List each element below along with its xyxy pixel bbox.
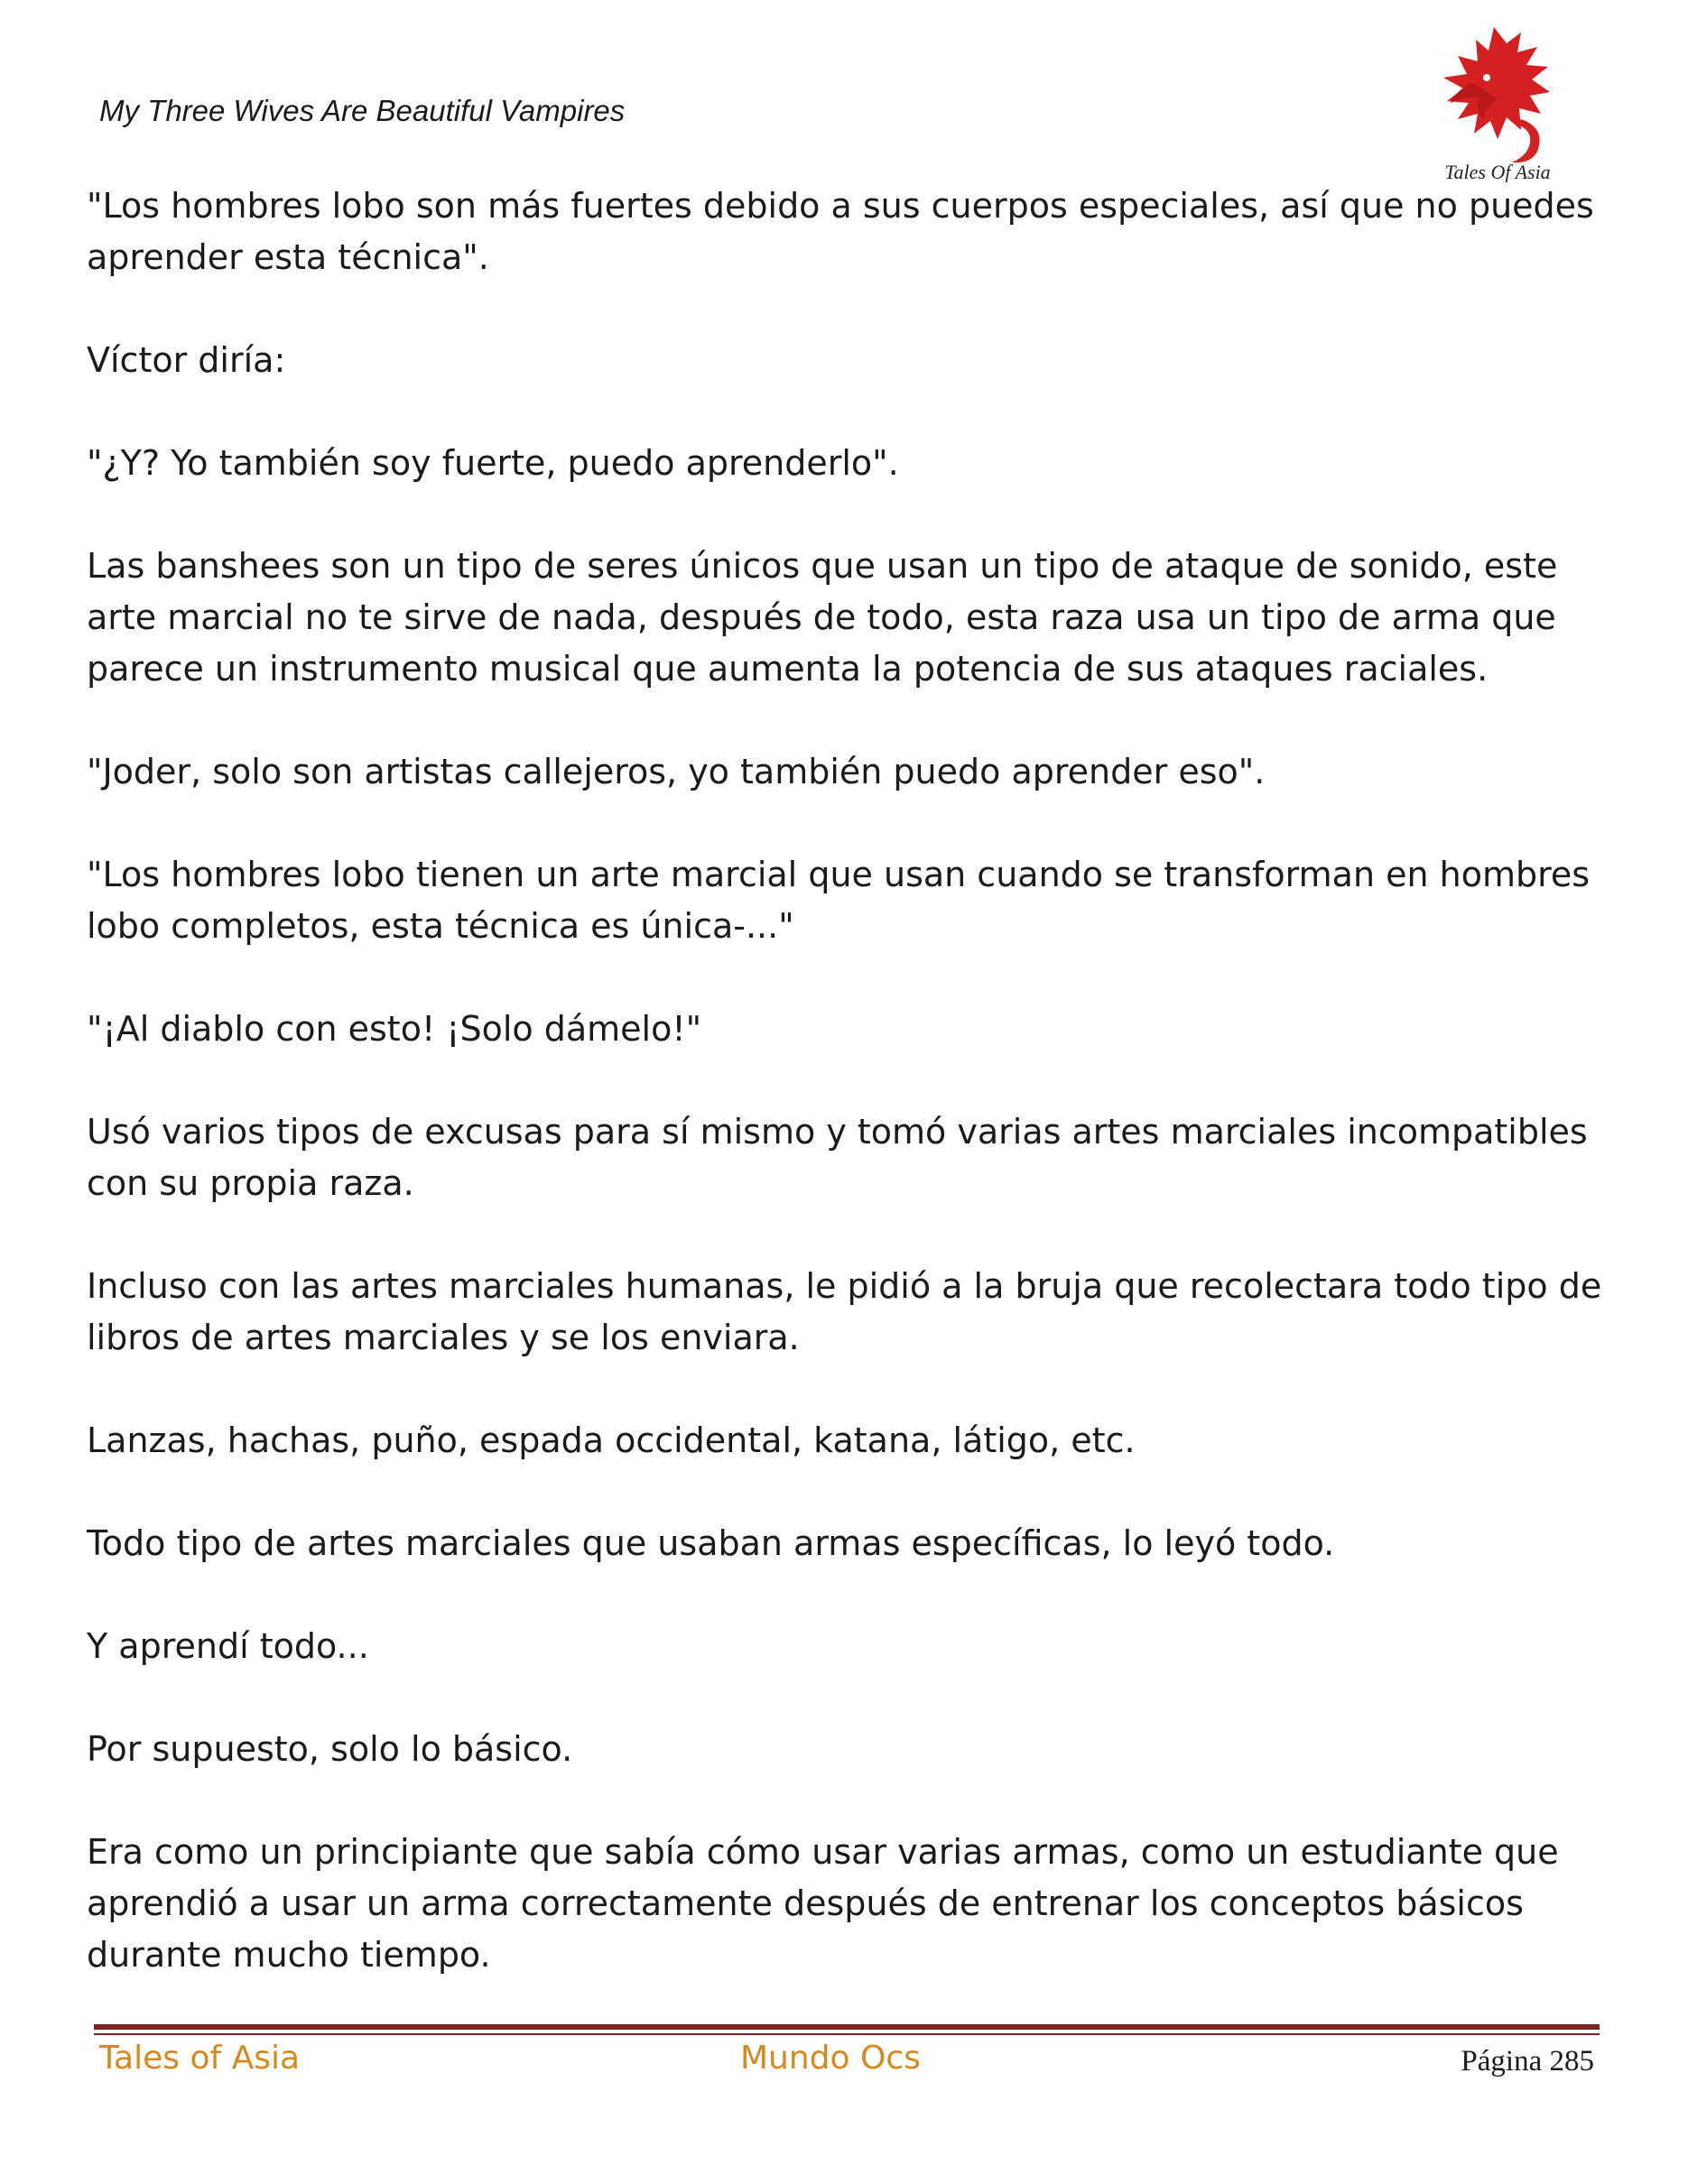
paragraph: "Joder, solo son artistas callejeros, yo también puedo aprender eso". — [87, 752, 1266, 791]
paragraph: Las banshees son un tipo de seres únicos que usan un tipo de ataque de sonido, este arte marcial no te sirve de nada, después de todo, esta raza usa un tipo de arma que parece un instrumento musical que aumenta la potencia de sus ataques raciales. — [87, 546, 1558, 689]
footer-divider-thin — [94, 2033, 1600, 2035]
running-title: My Three Wives Are Beautiful Vampires — [99, 94, 626, 127]
paragraph: Era como un principiante que sabía cómo usar varias armas, como un estudiante que aprendió a usar un arma correctamente después de entrenar los conceptos básicos durante mucho tiempo. — [87, 1832, 1559, 1975]
paragraph: Víctor diría: — [87, 340, 286, 380]
paragraph: "¿Y? Yo también soy fuerte, puedo aprenderlo". — [87, 443, 899, 483]
paragraph: Y aprendí todo... — [87, 1626, 369, 1666]
dragon-logo — [1431, 20, 1562, 182]
paragraph: Por supuesto, solo lo básico. — [87, 1729, 573, 1769]
footer-divider — [94, 2024, 1600, 2030]
footer-publisher: Tales of Asia — [99, 2040, 301, 2077]
paragraph: "Los hombres lobo son más fuertes debido a sus cuerpos especiales, así que no puedes aprender esta técnica". — [87, 186, 1594, 277]
footer-translator: Mundo Ocs — [740, 2040, 921, 2077]
dragon-eye — [1483, 74, 1490, 81]
dragon-head-shape — [1443, 27, 1550, 139]
logo-text: Tales Of Asia — [1444, 161, 1551, 182]
paragraph: "Los hombres lobo tienen un arte marcial que usan cuando se transforman en hombres lobo completos, esta técnica es única-..." — [87, 855, 1591, 946]
body-text — [87, 180, 1603, 2032]
paragraph: Incluso con las artes marciales humanas, le pidió a la bruja que recolectara todo tipo de libros de artes marciales y se los enviara. — [87, 1266, 1602, 1357]
paragraph: "¡Al diablo con esto! ¡Solo dámelo!" — [87, 1009, 702, 1049]
paragraph: Usó varios tipos de excusas para sí mismo y tomó varias artes marciales incompatibles con su propia raza. — [87, 1112, 1588, 1203]
paragraph: Todo tipo de artes marciales que usaban armas específicas, lo leyó todo. — [87, 1523, 1335, 1563]
page-number: Página 285 — [1461, 2045, 1594, 2078]
paragraph: Lanzas, hachas, puño, espada occidental, katana, látigo, etc. — [87, 1421, 1136, 1460]
